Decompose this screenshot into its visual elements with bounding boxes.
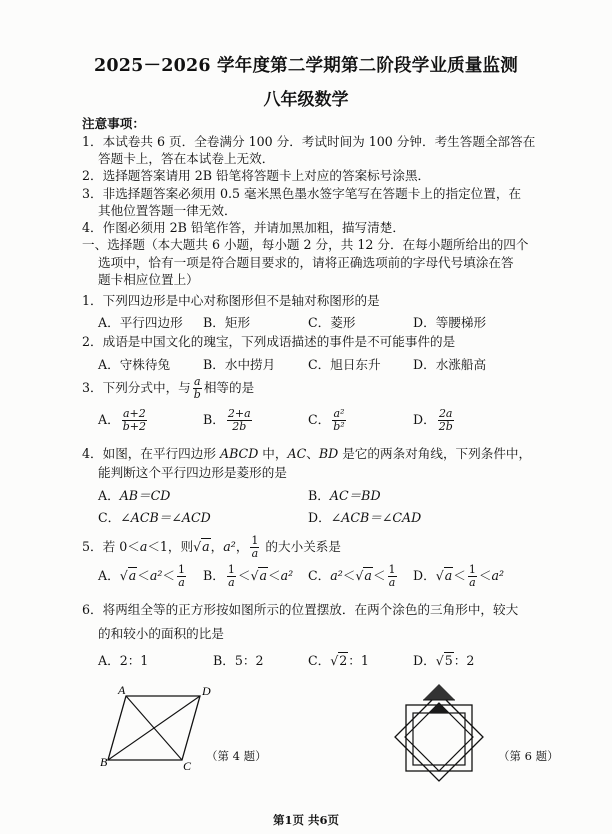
sqrt-icon: √ [330, 653, 339, 668]
q5-a-lt1: ＜ [137, 568, 150, 583]
q2-option-d: D．水涨船高 [413, 357, 487, 372]
shaded-triangle-large [423, 684, 455, 700]
q5-a-sq: a² [149, 568, 163, 583]
q5-sqrt-a [193, 533, 211, 561]
q4-option-c [98, 507, 211, 526]
q5-b-lt2: ＜ [268, 568, 281, 583]
q5-label-a: A． [98, 568, 120, 583]
q5-a-num: 1 [178, 563, 185, 576]
q5-a-var: a [128, 568, 137, 583]
q3-main-num: a [194, 375, 201, 388]
q4-option-b [308, 485, 381, 504]
q5-d-lt1: ＜ [453, 568, 466, 583]
q2-option-c: C．旭日东升 [308, 357, 381, 372]
page-footer: 第1页 共6页 [272, 813, 339, 827]
q3-b-den: 2b [232, 420, 247, 433]
q5-b-den: a [228, 576, 235, 589]
q4-label-c: C． [98, 510, 121, 525]
notice-item-1: 1．本试卷共 6 页．全卷满分 100 分．考试时间为 100 分钟．考生答题全部答在 [82, 134, 536, 149]
notice-item-3: 3．非选择题答案必须用 0.5 毫米黑色墨水签字笔写在答题卡上的指定位置，在 [82, 186, 522, 201]
q4-t5: 、 [306, 446, 319, 461]
q5-t1: 5．若 0＜ [82, 539, 140, 554]
q6-label-a: A． [98, 653, 120, 668]
q5-label-d: D． [413, 568, 436, 583]
q5-c-lt2: ＜ [372, 568, 386, 583]
q3-option-d [413, 408, 456, 433]
q5-d-num: 1 [468, 563, 476, 576]
q4-d-text: ∠ACB＝∠CAD [330, 510, 422, 525]
section-heading: 一、选择题（本大题共 6 小题，每小题 2 分，共 12 分．在每小题所给出的四个 [82, 237, 529, 252]
q3-c-num: a² [333, 407, 345, 420]
q6-option-b [213, 650, 263, 669]
question-4 [82, 446, 531, 462]
q3-option-a [98, 408, 149, 433]
q5-recip-den: a [251, 547, 259, 560]
notice-item-1-cont: 答题卡上，答在本试卷上无效． [98, 151, 275, 166]
q6-b-text: 5：2 [234, 653, 264, 668]
q3-main-den: b [193, 388, 201, 401]
q3-d-num: 2a [438, 407, 453, 420]
q5-t6: ， [235, 539, 249, 554]
notice-item-3-cont: 其他位置答题一律无效． [98, 203, 237, 218]
diagonal-bd [108, 696, 200, 760]
question-2: 2．成语是中国文化的瑰宝，下列成语描述的事件是不可能事件的是 [82, 334, 456, 349]
q3-label-a: A． [98, 412, 120, 427]
q5-c-lt1: ＜ [342, 568, 356, 583]
figure-6-caption: （第 6 题） [498, 749, 559, 763]
q5-t3: ＜1，则 [147, 539, 194, 554]
q3-text-after: 相等的是 [203, 380, 255, 395]
q6-option-d [413, 650, 474, 669]
q5-label-b: B． [203, 568, 225, 583]
q6-c-tail: ：1 [348, 653, 369, 668]
q3-label-c: C． [308, 412, 331, 427]
q6-label-c: C． [308, 653, 331, 668]
q4-t7: 是它的两条对角线，下列条件中， [338, 446, 532, 461]
q3-a-num: a+2 [122, 407, 146, 420]
q4-label-b: B． [308, 488, 330, 503]
q4-t6: BD [318, 446, 339, 461]
question-3 [82, 374, 254, 402]
q6-option-a [98, 650, 148, 669]
q3-a-den: b+2 [122, 420, 146, 433]
vertex-label-d: D [202, 684, 211, 698]
q5-c-sq: a² [330, 568, 343, 583]
q4-option-d [308, 507, 421, 526]
notice-heading: 注意事项： [82, 116, 145, 131]
q5-c-den: a [388, 576, 396, 589]
squares-figure [386, 683, 496, 795]
vertex-label-a: A [118, 683, 126, 697]
vertex-label-b: B [100, 755, 108, 769]
q4-t4: AC [287, 446, 307, 461]
q5-t4: ， [210, 539, 224, 554]
section-heading-cont-1: 选项中，恰有一项是符合题目要求的，请将正确选项前的字母代号填涂在答 [98, 255, 514, 270]
exam-subject: 八年级数学 [263, 90, 349, 110]
q4-t1: 4．如图，在平行四边形 [82, 446, 220, 461]
q1-option-d: D．等腰梯形 [413, 315, 487, 330]
q5-t2: a [139, 539, 148, 554]
sqrt-icon: √ [193, 539, 202, 554]
q4-t3: 中， [258, 446, 288, 461]
q5-c-num: 1 [388, 563, 396, 576]
q4-option-a [98, 485, 170, 504]
q6-option-c [308, 650, 369, 669]
parallelogram-figure [100, 682, 220, 772]
question-4-cont: 能判断这个平行四边形是菱形的是 [98, 465, 287, 480]
q5-d-den: a [469, 576, 476, 589]
q5-d-var: a [444, 568, 453, 583]
q6-d-tail: ：2 [453, 653, 475, 668]
question-6-cont: 的和较小的面积的比是 [98, 626, 224, 641]
q2-option-a: A．守株待兔 [98, 357, 171, 372]
notice-item-2: 2．选择题答案请用 2B 铅笔将答题卡上对应的答案标号涂黑． [82, 168, 431, 183]
q6-a-text: 2：1 [119, 653, 149, 668]
q5-t5: a² [223, 539, 236, 554]
q3-c-den: b² [333, 420, 345, 433]
figure-4-caption: （第 4 题） [206, 749, 267, 763]
sqrt-icon: √ [119, 568, 128, 583]
q5-d-lt2: ＜ [478, 568, 492, 583]
q2-option-b: B．水中捞月 [203, 357, 276, 372]
q6-d-rad: 5 [444, 653, 453, 668]
q1-option-a: A．平行四边形 [98, 315, 183, 330]
q5-b-sq: a² [280, 568, 294, 583]
q3-option-b [203, 408, 254, 433]
q3-option-c [308, 408, 348, 433]
q5-option-d [413, 564, 504, 589]
q3-label-d: D． [413, 412, 436, 427]
question-6: 6．将两组全等的正方形按如图所示的位置摆放．在两个涂色的三角形中，较大 [82, 602, 519, 617]
q5-b-var: a [259, 568, 267, 583]
q1-option-c: C．菱形 [308, 315, 356, 330]
q5-option-a [98, 564, 188, 589]
q5-c-var: a [364, 568, 372, 583]
q5-option-c [308, 564, 399, 589]
q3-d-den: 2b [438, 420, 453, 433]
notice-item-4: 4．作图必须用 2B 铅笔作答，并请加黑加粗，描写清楚． [82, 220, 405, 235]
q3-main-fraction [193, 376, 202, 401]
q4-c-text: ∠ACB＝∠ACD [120, 510, 211, 525]
question-5 [82, 533, 341, 561]
q5-recip [250, 535, 259, 560]
question-1: 1．下列四边形是中心对称图形但不是轴对称图形的是 [82, 293, 380, 308]
q5-a-den: a [178, 576, 185, 589]
q5-t7: 的大小关系是 [261, 539, 341, 554]
q5-a-lt2: ＜ [162, 568, 175, 583]
q4-label-d: D． [308, 510, 331, 525]
exam-title: 2025－2026 学年度第二学期第二阶段学业质量监测 [94, 56, 518, 76]
sqrt-icon: √ [435, 568, 444, 583]
q5-d-sq: a² [491, 568, 504, 583]
q4-a-text: AB＝CD [119, 488, 171, 503]
q1-option-b: B．矩形 [203, 315, 251, 330]
sqrt-icon: √ [435, 653, 444, 668]
q3-b-num: 2+a [227, 407, 251, 420]
q4-b-text: AC＝BD [329, 488, 381, 503]
sqrt-icon: √ [355, 568, 364, 583]
q5-b-lt1: ＜ [237, 568, 251, 583]
q5-recip-num: 1 [251, 534, 259, 547]
q5-label-c: C． [308, 568, 331, 583]
q6-label-b: B． [213, 653, 235, 668]
q3-text-before: 3．下列分式中，与 [82, 380, 191, 395]
vertex-label-c: C [183, 759, 192, 772]
sqrt-icon: √ [250, 568, 259, 583]
q3-label-b: B． [203, 412, 225, 427]
q6-c-rad: 2 [339, 653, 348, 668]
q5-option-b [203, 564, 293, 589]
upright-square-outer [406, 705, 472, 771]
q5-sqrt-var: a [202, 539, 210, 554]
q4-t2: ABCD [219, 446, 259, 461]
q5-b-num: 1 [227, 563, 235, 576]
q4-label-a: A． [98, 488, 120, 503]
q6-label-d: D． [413, 653, 436, 668]
section-heading-cont-2: 题卡相应位置上） [98, 272, 199, 287]
